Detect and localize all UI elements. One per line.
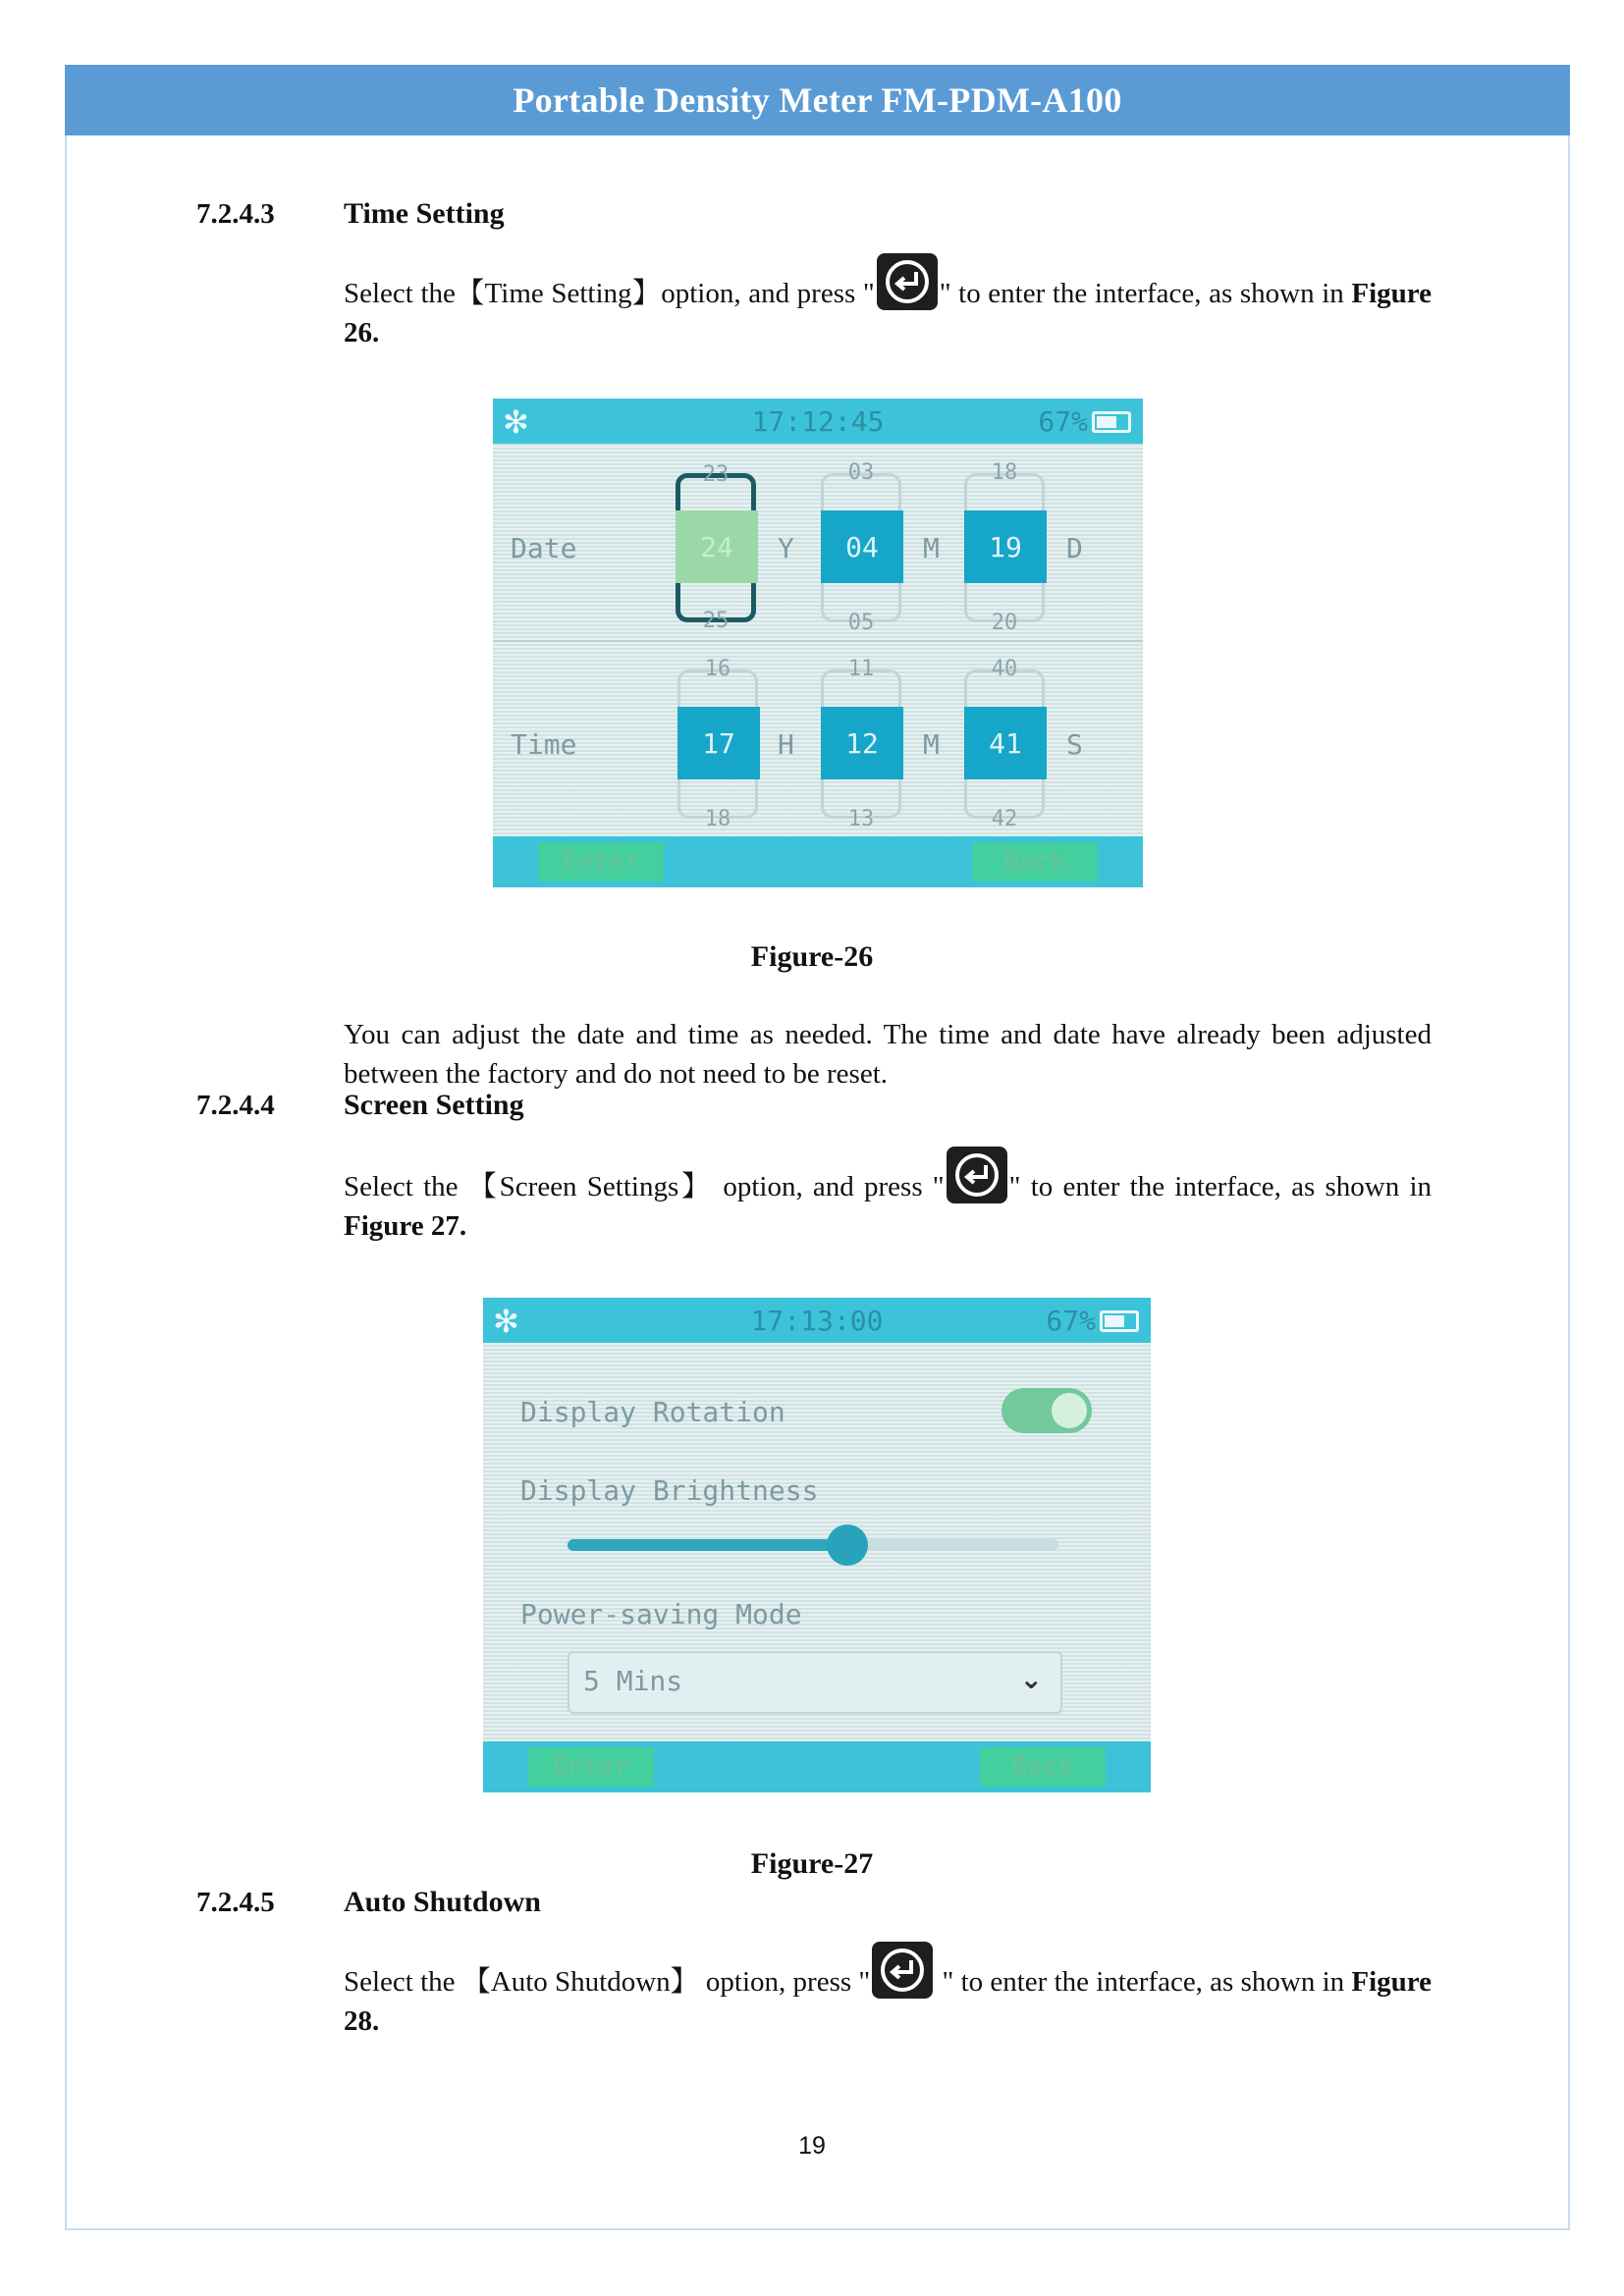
power-saving-label: Power-saving Mode: [520, 1598, 802, 1630]
minute-wheel[interactable]: 11 13: [821, 669, 901, 819]
battery-icon: [1092, 411, 1131, 433]
section-intro-paragraph: Select the【Time Setting】option, and press " " to enter the interface, as shown in Figure 26.: [344, 271, 1432, 352]
section-number: 7.2.4.5: [196, 1887, 275, 1918]
second-unit: S: [1066, 728, 1083, 761]
status-bar: [493, 399, 1143, 444]
chevron-down-icon: ⌄: [1019, 1663, 1043, 1695]
bluetooth-icon: ✻: [493, 1303, 519, 1340]
section-number: 7.2.4.4: [196, 1090, 275, 1121]
softkey-bar: [493, 836, 1143, 887]
brightness-slider-thumb[interactable]: [827, 1524, 868, 1566]
section-title: Screen Setting: [344, 1089, 524, 1121]
date-label: Date: [511, 532, 577, 564]
minute-value[interactable]: 12: [821, 707, 903, 779]
page-frame: [65, 65, 1570, 2230]
minute-unit: M: [923, 728, 940, 761]
year-value[interactable]: 24: [676, 510, 758, 583]
figure-27-caption: Figure-27: [750, 1847, 874, 1880]
year-wheel[interactable]: 23 25: [676, 473, 756, 622]
time-label: Time: [511, 728, 577, 761]
status-clock: 17:12:45: [751, 405, 885, 438]
toggle-knob: [1052, 1393, 1087, 1428]
softkey-bar: [483, 1741, 1151, 1792]
section-title: Auto Shutdown: [344, 1886, 541, 1918]
day-wheel[interactable]: 18 20: [964, 473, 1045, 622]
status-bar: [483, 1298, 1151, 1343]
bluetooth-icon: ✻: [503, 403, 529, 441]
second-value[interactable]: 41: [964, 707, 1047, 779]
enter-return-icon: [877, 253, 938, 310]
hour-unit: H: [778, 728, 794, 761]
figure-reference: Figure 26.: [344, 278, 1433, 348]
enter-softkey[interactable]: Enter: [528, 1747, 654, 1787]
display-rotation-label: Display Rotation: [520, 1396, 785, 1428]
brightness-slider-fill: [568, 1539, 847, 1551]
hour-wheel[interactable]: 16 18: [677, 669, 758, 819]
document-title: Portable Density Meter FM-PDM-A100: [513, 80, 1122, 120]
hour-value[interactable]: 17: [677, 707, 760, 779]
section-title: Time Setting: [344, 197, 505, 230]
figure-reference: Figure 27.: [344, 1210, 467, 1242]
page-header: [65, 65, 1570, 135]
page-number: 19: [798, 2132, 826, 2160]
power-saving-dropdown[interactable]: [568, 1651, 1062, 1714]
month-wheel[interactable]: 03 05: [821, 473, 901, 622]
day-unit: D: [1066, 532, 1083, 564]
month-value[interactable]: 04: [821, 510, 903, 583]
month-unit: M: [923, 532, 940, 564]
second-wheel[interactable]: 40 42: [964, 669, 1045, 819]
back-softkey[interactable]: Back: [980, 1747, 1106, 1787]
figure-reference: Figure 28.: [344, 1966, 1433, 2037]
row-divider: [493, 640, 1143, 642]
adjustment-note: You can adjust the date and time as needed. The time and date have already been adjusted between the factory and do not need to be reset.: [344, 1019, 1432, 1090]
display-brightness-label: Display Brightness: [520, 1474, 819, 1507]
battery-icon: [1100, 1310, 1139, 1332]
section-intro-paragraph: Select the 【Auto Shutdown】 option, press " " to enter the interface, as shown in Figure 28.: [344, 1959, 1432, 2041]
power-saving-value: 5 Mins: [583, 1665, 683, 1697]
enter-return-icon: [947, 1147, 1007, 1203]
day-value[interactable]: 19: [964, 510, 1047, 583]
section-number: 7.2.4.3: [196, 198, 275, 230]
enter-return-icon: [872, 1942, 933, 1999]
back-softkey[interactable]: Back: [972, 842, 1098, 881]
section-intro-paragraph: Select the 【Screen Settings】 option, and press " " to enter the interface, as shown in Figure 27.: [344, 1164, 1432, 1246]
enter-softkey[interactable]: Enter: [538, 842, 664, 881]
screen-setting-screen: [483, 1298, 1151, 1792]
battery-indicator: 67%: [1046, 1305, 1139, 1337]
time-setting-screen: [493, 399, 1143, 887]
display-rotation-toggle[interactable]: [1001, 1388, 1092, 1433]
status-clock: 17:13:00: [750, 1305, 884, 1337]
figure-26-caption: Figure-26: [750, 940, 874, 973]
year-unit: Y: [778, 532, 794, 564]
battery-indicator: 67%: [1038, 405, 1131, 438]
